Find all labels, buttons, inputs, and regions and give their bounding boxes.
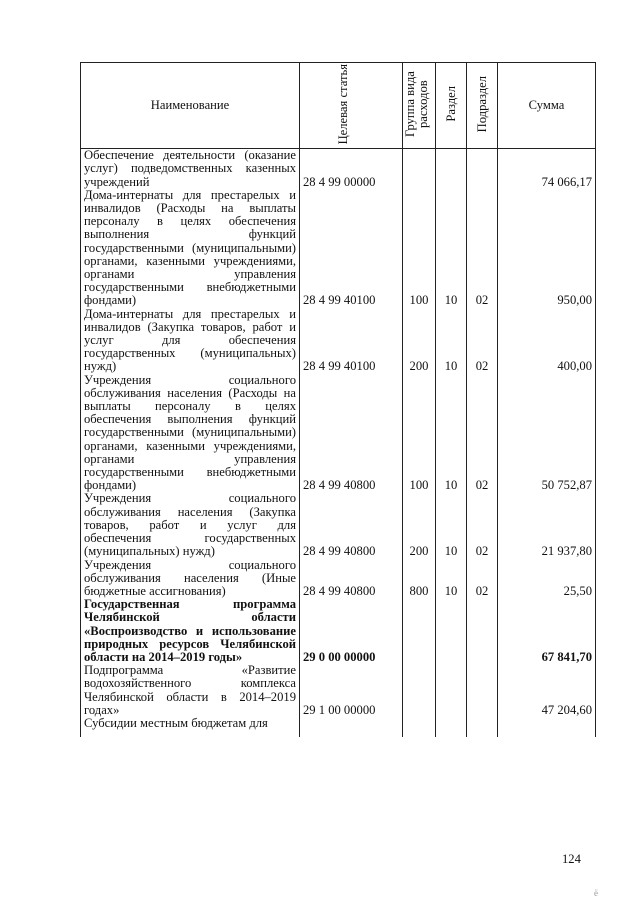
table-body [81, 149, 596, 737]
header-expense-group-text: Группа вида расходов [403, 71, 430, 137]
row-sum: 50 752,87 [498, 374, 596, 493]
header-target-article [300, 63, 403, 149]
row-name: Обеспечение деятельности (оказание услуг) подведомственных казенных учреждений [81, 149, 300, 189]
row-target-article: 28 4 99 40100 [300, 308, 403, 374]
table-row [81, 308, 596, 374]
table-row [81, 189, 596, 308]
row-sum: 21 937,80 [498, 492, 596, 558]
row-sum: 400,00 [498, 308, 596, 374]
row-name: Дома-интернаты для престарелых и инвалидов (Закупка товаров, работ и услуг для обеспечения государственных (муниципальных) нужд) [81, 308, 300, 374]
row-name: Учреждения социального обслуживания населения (Закупка товаров, работ и услуг для обеспечения государственных (муниципальных) нужд) [81, 492, 300, 558]
row-section: 10 [436, 189, 467, 308]
row-expense-group: 100 [403, 374, 436, 493]
table-row [81, 492, 596, 558]
row-expense-group [403, 149, 436, 189]
row-section: 10 [436, 492, 467, 558]
row-section [436, 149, 467, 189]
row-expense-group: 200 [403, 492, 436, 558]
row-subsection: 02 [467, 189, 498, 308]
row-sum: 950,00 [498, 189, 596, 308]
row-section [436, 717, 467, 737]
row-subsection [467, 149, 498, 189]
table-row [81, 374, 596, 493]
row-target-article: 28 4 99 40100 [300, 189, 403, 308]
row-subsection [467, 664, 498, 717]
row-target-article: 28 4 99 40800 [300, 559, 403, 599]
row-section: 10 [436, 559, 467, 599]
row-sum: 25,50 [498, 559, 596, 599]
row-target-article: 29 0 00 00000 [300, 598, 403, 664]
row-section [436, 664, 467, 717]
row-subsection: 02 [467, 308, 498, 374]
row-section [436, 598, 467, 664]
row-subsection [467, 598, 498, 664]
row-sum: 74 066,17 [498, 149, 596, 189]
header-name: Наименование [81, 63, 300, 149]
row-sum [498, 717, 596, 737]
table-row [81, 149, 596, 189]
header-expense-group [403, 63, 436, 149]
table-row [81, 598, 596, 664]
header-sum: Сумма [498, 63, 596, 149]
row-subsection: 02 [467, 492, 498, 558]
row-expense-group [403, 664, 436, 717]
table-row [81, 559, 596, 599]
row-subsection [467, 717, 498, 737]
row-section: 10 [436, 374, 467, 493]
header-section-text: Раздел [443, 86, 458, 122]
budget-table [80, 62, 596, 737]
row-subsection: 02 [467, 559, 498, 599]
row-name: Государственная программа Челябинской области «Воспроизводство и использование природных ресурсов Челябинской области на 2014–2019 годы» [81, 598, 300, 664]
row-expense-group: 800 [403, 559, 436, 599]
row-target-article: 28 4 99 40800 [300, 492, 403, 558]
table-row [81, 664, 596, 717]
row-sum: 67 841,70 [498, 598, 596, 664]
footer-mark: ё [594, 888, 598, 898]
row-expense-group [403, 717, 436, 737]
row-subsection: 02 [467, 374, 498, 493]
row-target-article: 28 4 99 40800 [300, 374, 403, 493]
page-number: 124 [562, 852, 581, 866]
row-expense-group: 200 [403, 308, 436, 374]
row-name: Подпрограмма «Развитие водохозяйственного комплекса Челябинской области в 2014–2019 годах» [81, 664, 300, 717]
row-target-article: 29 1 00 00000 [300, 664, 403, 717]
row-expense-group: 100 [403, 189, 436, 308]
table-row [81, 717, 596, 737]
row-name: Учреждения социального обслуживания населения (Расходы на выплаты персоналу в целях обеспечения выполнения функций государственными (муниципальными) органами, казенными учреждениями, органами управления государственными внебюджетными фондами) [81, 374, 300, 493]
row-section: 10 [436, 308, 467, 374]
row-name: Субсидии местным бюджетам для [81, 717, 300, 737]
row-name: Дома-интернаты для престарелых и инвалидов (Расходы на выплаты персоналу в целях обеспечения выполнения функций государственными (муниципальными) органами, казенными учреждениями, органами управления государственными внебюджетными фондами) [81, 189, 300, 308]
table-header-row [81, 63, 596, 149]
row-sum: 47 204,60 [498, 664, 596, 717]
header-target-article-text: Целевая статья [336, 63, 350, 145]
row-name: Учреждения социального обслуживания населения (Иные бюджетные ассигнования) [81, 559, 300, 599]
header-subsection-text: Подраздел [474, 75, 489, 133]
row-target-article: 28 4 99 00000 [300, 149, 403, 189]
row-expense-group [403, 598, 436, 664]
header-subsection [467, 63, 498, 149]
header-section [436, 63, 467, 149]
row-target-article [300, 717, 403, 737]
